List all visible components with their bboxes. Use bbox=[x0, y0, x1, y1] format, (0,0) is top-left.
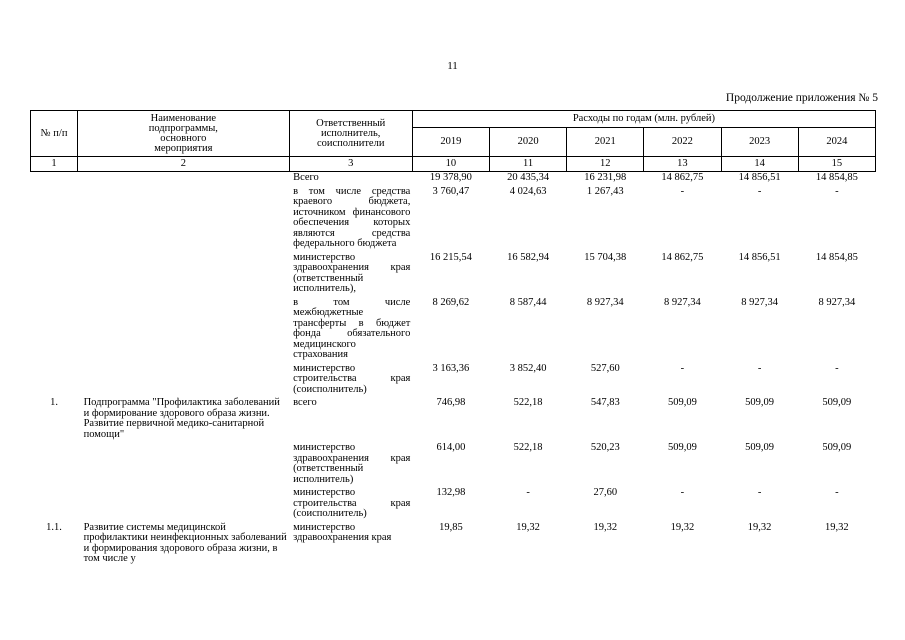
row-value: 19,32 bbox=[593, 521, 618, 533]
table-row bbox=[31, 397, 876, 442]
row-value: 746,98 bbox=[436, 397, 466, 408]
row-value: 509,09 bbox=[822, 397, 852, 408]
row-executor: министерство здравоохранения края (ответственный исполнитель) bbox=[293, 442, 411, 485]
table-row bbox=[31, 363, 876, 398]
row-value: 8 927,34 bbox=[664, 296, 701, 308]
row-value: 520,23 bbox=[590, 442, 620, 453]
row-value: 3 760,47 bbox=[432, 185, 470, 197]
row-value: 16 582,94 bbox=[507, 251, 550, 263]
row-executor: Всего bbox=[293, 172, 319, 183]
column-number: 11 bbox=[490, 157, 567, 172]
row-executor: министерство строительства края (соисполнитель) bbox=[293, 487, 411, 519]
row-executor: министерство здравоохранения края bbox=[293, 521, 392, 543]
column-number: 15 bbox=[798, 157, 875, 172]
row-name bbox=[78, 363, 289, 398]
row-value: 14 854,85 bbox=[815, 251, 858, 263]
row-value: 3 852,40 bbox=[509, 362, 547, 374]
row-name: Подпрограмма "Профилактика заболеваний и формирование здорового образа жизни. Развитие первичной медико-санитарной помощи" bbox=[83, 397, 280, 440]
column-number: 13 bbox=[644, 157, 721, 172]
row-value: 27,60 bbox=[593, 487, 618, 498]
row-value: 8 927,34 bbox=[818, 296, 856, 308]
row-value: - bbox=[757, 362, 762, 374]
row-value: - bbox=[835, 185, 839, 197]
row-value: 15 704,38 bbox=[584, 251, 627, 263]
column-number: 2 bbox=[78, 157, 289, 172]
row-value: 14 856,51 bbox=[738, 251, 781, 263]
table-row bbox=[31, 297, 876, 363]
row-value: 547,83 bbox=[590, 397, 620, 408]
row-value: 19 378,90 bbox=[429, 172, 472, 183]
row-value: 14 856,51 bbox=[738, 172, 781, 183]
row-name bbox=[78, 442, 289, 487]
row-value: 19,32 bbox=[825, 521, 849, 533]
row-number bbox=[31, 297, 78, 363]
row-number bbox=[31, 172, 78, 186]
row-value: 509,09 bbox=[745, 442, 775, 453]
row-number bbox=[31, 363, 78, 398]
column-number: 12 bbox=[567, 157, 644, 172]
row-value: 522,18 bbox=[513, 442, 543, 453]
row-number bbox=[31, 442, 78, 487]
header-year: 2019 bbox=[412, 128, 489, 157]
column-number: 1 bbox=[31, 157, 78, 172]
header-year: 2020 bbox=[490, 128, 567, 157]
row-executor: министерство строительства края (соисполнитель) bbox=[293, 362, 411, 395]
row-value: 4 024,63 bbox=[509, 185, 547, 197]
row-value: 19,32 bbox=[670, 521, 695, 533]
row-name bbox=[78, 186, 289, 252]
column-number: 14 bbox=[721, 157, 798, 172]
row-value: 8 927,34 bbox=[586, 296, 624, 308]
row-executor: всего bbox=[293, 397, 317, 408]
row-value: 14 862,75 bbox=[661, 251, 704, 263]
row-value: 14 862,75 bbox=[661, 172, 704, 183]
row-value: 19,85 bbox=[439, 521, 463, 533]
row-number: 1.1. bbox=[46, 521, 62, 533]
table-row bbox=[31, 186, 876, 252]
row-value: 16 215,54 bbox=[429, 251, 472, 263]
row-value: 509,09 bbox=[745, 397, 775, 408]
appendix-continuation-note: Продолжение приложения № 5 bbox=[725, 92, 878, 104]
row-value: 19,32 bbox=[747, 521, 772, 533]
row-name bbox=[78, 252, 289, 297]
row-executor: министерство здравоохранения края (ответственный исполнитель), bbox=[293, 251, 411, 294]
row-value: - bbox=[757, 487, 762, 498]
table-row bbox=[31, 522, 876, 567]
row-value: - bbox=[680, 362, 685, 374]
row-value: 614,00 bbox=[436, 442, 466, 453]
table-row bbox=[31, 442, 876, 487]
row-value: 20 435,34 bbox=[507, 172, 550, 183]
row-value: 8 587,44 bbox=[509, 296, 547, 308]
row-name bbox=[78, 487, 289, 522]
header-expenses: Расходы по годам (млн. рублей) bbox=[412, 111, 875, 128]
column-number: 3 bbox=[289, 157, 412, 172]
row-number: 1. bbox=[50, 397, 58, 408]
row-value: 14 854,85 bbox=[815, 172, 858, 183]
row-value: 509,09 bbox=[667, 397, 697, 408]
row-name: Развитие системы медицинской профилактики неинфекционных заболеваний и формирования здорового образа жизни, в том числе у bbox=[83, 521, 287, 564]
row-number bbox=[31, 186, 78, 252]
row-value: - bbox=[680, 185, 685, 197]
header-year: 2024 bbox=[798, 128, 875, 157]
row-executor: в том числе межбюджетные трансферты в бюджет фонда обязательного медицинского страхования bbox=[293, 296, 411, 360]
column-number: 10 bbox=[412, 157, 489, 172]
row-value: 509,09 bbox=[822, 442, 852, 453]
row-number bbox=[31, 487, 78, 522]
row-value: 527,60 bbox=[590, 362, 620, 374]
row-value: - bbox=[680, 487, 685, 498]
row-value: 522,18 bbox=[513, 397, 543, 408]
row-value: 509,09 bbox=[667, 442, 697, 453]
table-row bbox=[31, 487, 876, 522]
table-row bbox=[31, 252, 876, 297]
row-value: 1 267,43 bbox=[586, 185, 624, 197]
row-value: - bbox=[757, 185, 762, 197]
header-year: 2022 bbox=[644, 128, 721, 157]
header-executor: Ответственный исполнитель, соисполнители bbox=[289, 111, 412, 157]
header-num: № п/п bbox=[31, 111, 78, 157]
row-name bbox=[78, 297, 289, 363]
page-number: 11 bbox=[447, 60, 458, 72]
row-value: 3 163,36 bbox=[432, 362, 470, 374]
row-value: 8 269,62 bbox=[432, 296, 470, 308]
row-executor: в том числе средства краевого бюджета, источником финансового обеспечения которых являются средства федерального бюджета bbox=[293, 185, 411, 249]
header-year: 2021 bbox=[567, 128, 644, 157]
table-row bbox=[31, 172, 876, 186]
row-number bbox=[31, 252, 78, 297]
row-value: - bbox=[526, 487, 530, 498]
header-year: 2023 bbox=[721, 128, 798, 157]
row-value: 8 927,34 bbox=[741, 296, 778, 308]
header-name: Наименование подпрограммы, основного мероприятия bbox=[78, 111, 289, 157]
row-value: - bbox=[835, 362, 839, 374]
row-value: 16 231,98 bbox=[584, 172, 627, 183]
row-value: 19,32 bbox=[516, 521, 540, 533]
row-value: 132,98 bbox=[436, 487, 466, 498]
row-name bbox=[78, 172, 289, 186]
budget-table bbox=[30, 110, 876, 567]
row-value: - bbox=[835, 487, 839, 498]
